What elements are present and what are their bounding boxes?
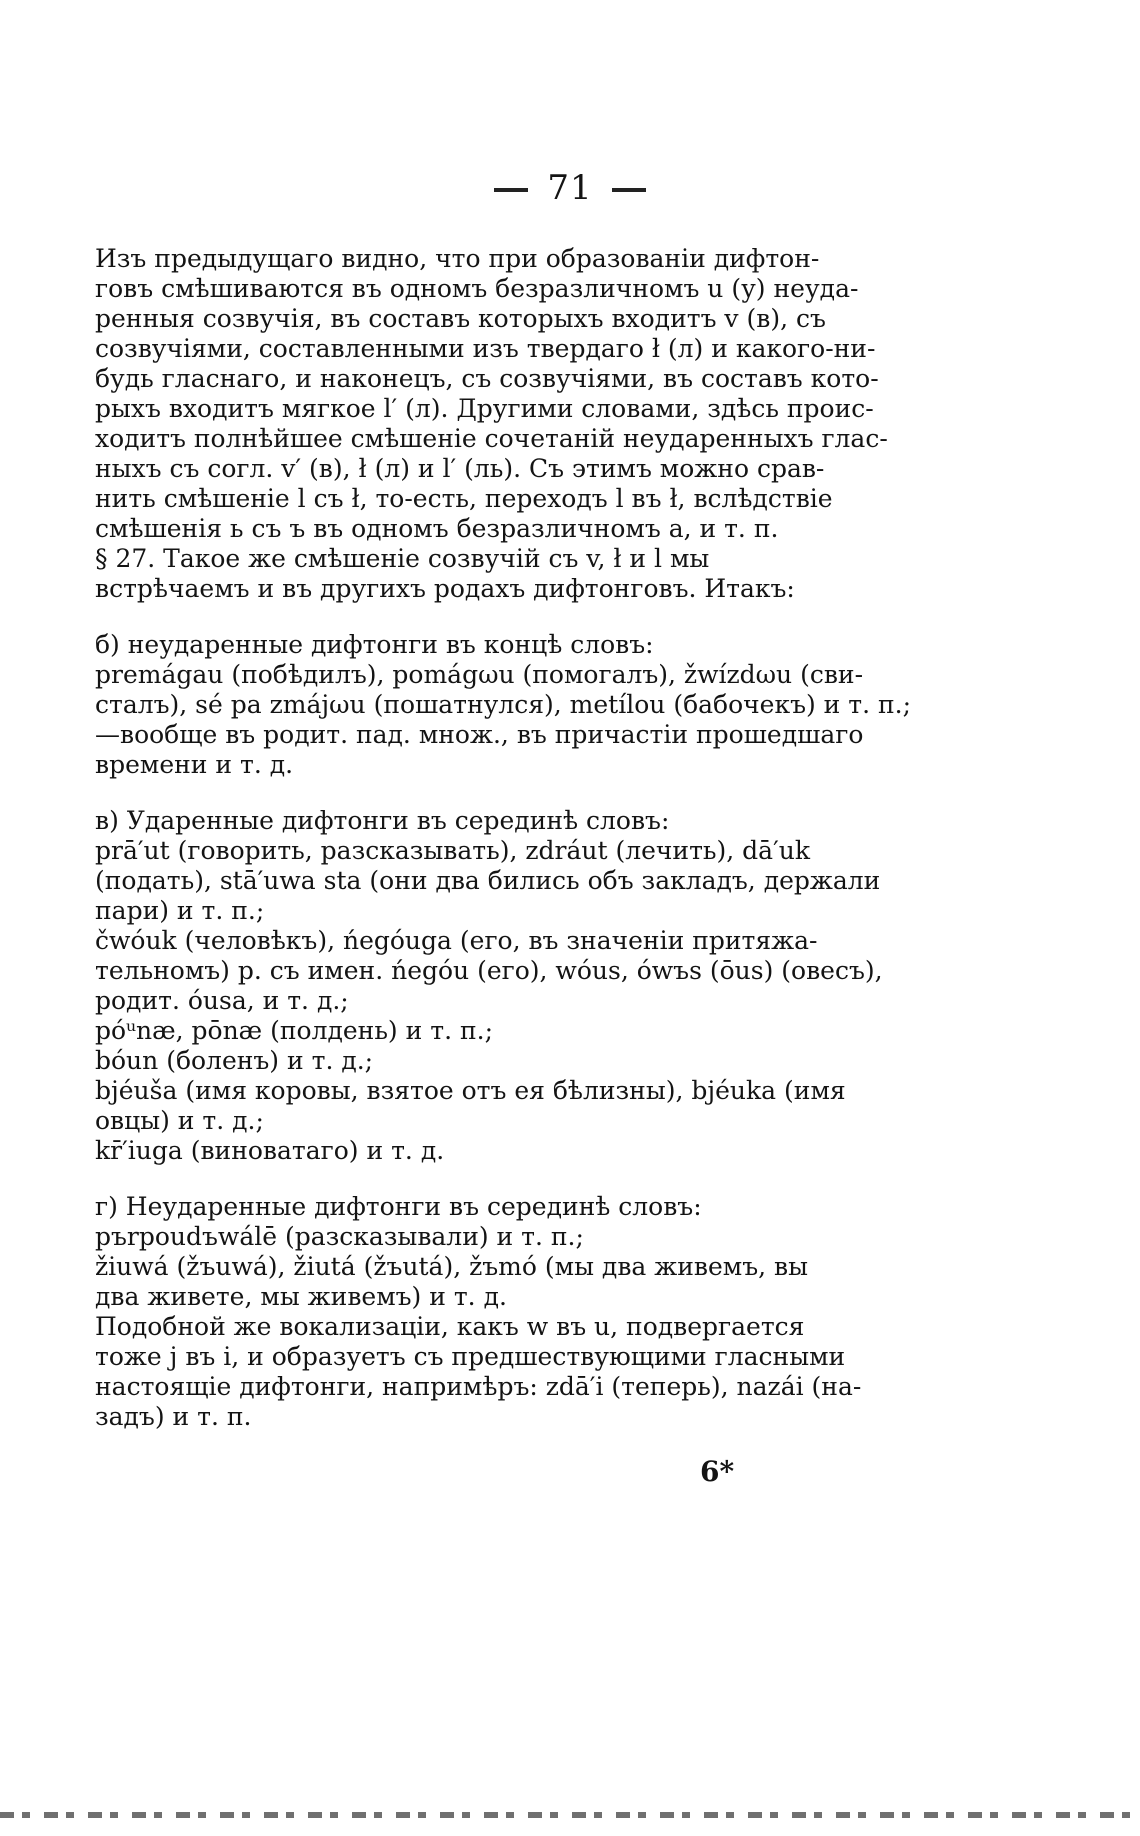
text-line: говъ смѣшиваются въ одномъ безразличномъ u (у) неуда- — [95, 274, 859, 303]
text-line: пари) и т. п.; — [95, 896, 265, 925]
text-line: čwóuk (человѣкъ), ńegóuga (его, въ значеніи притяжа- — [95, 926, 818, 955]
right-rule — [612, 188, 646, 192]
text-line: тельномъ) р. съ имен. ńegóu (его), wóus, ówъs (ōus) (овесъ), — [95, 956, 883, 985]
text-line: póᵘnæ, pōnæ (полдень) и т. п.; — [95, 1016, 493, 1045]
text-line: встрѣчаемъ и въ другихъ родахъ дифтонговъ. Итакъ: — [95, 574, 795, 603]
text-line: родит. óusa, и т. д.; — [95, 986, 349, 1015]
text-line: ренныя созвучія, въ составъ которыхъ входитъ v (в), съ — [95, 304, 826, 333]
text-line: bjéuša (имя коровы, взятое отъ ея бѣлизны), bjéuka (имя — [95, 1076, 846, 1105]
page-body — [95, 244, 912, 1432]
text-line: Изъ предыдущаго видно, что при образованіи дифтон- — [95, 244, 820, 273]
text-line: задъ) и т. п. — [95, 1402, 252, 1431]
section-heading: б) неударенные дифтонги въ концѣ словъ: — [95, 630, 654, 659]
page-number-text: 71 — [547, 168, 593, 208]
text-line: рыхъ входитъ мягкое l′ (л). Другими словами, здѣсь проис- — [95, 394, 874, 423]
section-heading: в) Ударенные дифтонги въ серединѣ словъ: — [95, 806, 670, 835]
text-line: premágau (побѣдилъ), pomágωu (помогалъ), žwízdωu (сви- — [95, 660, 864, 689]
text-line: —вообще въ родит. пад. множ., въ причастіи прошедшаго — [95, 720, 864, 749]
text-line: овцы) и т. д.; — [95, 1106, 264, 1135]
section-heading: г) Неударенные дифтонги въ серединѣ словъ: — [95, 1192, 702, 1221]
text-line: bóun (боленъ) и т. д.; — [95, 1046, 374, 1075]
signature-mark: 6* — [700, 1455, 735, 1488]
text-line: ходитъ полнѣйшее смѣшеніе сочетаній неударенныхъ глас- — [95, 424, 888, 453]
page-number — [0, 168, 1140, 208]
scan-bottom-strip — [0, 1812, 1140, 1818]
text-line: ныхъ съ согл. v′ (в), ł (л) и l′ (ль). Съ этимъ можно срав- — [95, 454, 825, 483]
text-line: будь гласнаго, и наконецъ, съ созвучіями, въ составъ кото- — [95, 364, 879, 393]
text-line: сталъ), sé pa zmájωu (пошатнулся), metílou (бабочекъ) и т. п.; — [95, 690, 912, 719]
text-line: prā′ut (говорить, разсказывать), zdráut (лечить), dā′uk — [95, 836, 811, 865]
text-line: времени и т. д. — [95, 750, 294, 779]
left-rule — [494, 188, 528, 192]
text-line: тоже j въ i, и образуетъ съ предшествующими гласными — [95, 1342, 846, 1371]
text-line: созвучіями, составленными изъ твердаго ł (л) и какого-ни- — [95, 334, 876, 363]
text-line: смѣшенія ь съ ъ въ одномъ безразличномъ a, и т. п. — [95, 514, 779, 543]
text-line: (подать), stā′uwa sta (они два бились объ закладъ, держали — [95, 866, 881, 895]
text-line: два живете, мы живемъ) и т. д. — [95, 1282, 507, 1311]
text-line: žiuwá (žъuwá), žiutá (žъutá), žъmó (мы два живемъ, вы — [95, 1252, 808, 1281]
text-line: pъrpoudъwálē (разсказывали) и т. п.; — [95, 1222, 584, 1251]
text-line: Подобной же вокализаціи, какъ w въ u, подвергается — [95, 1312, 805, 1341]
text-line: настоящіе дифтонги, напримѣръ: zdā′i (теперь), nazái (на- — [95, 1372, 862, 1401]
text-line: § 27. Такое же смѣшеніе созвучій съ v, ł и l мы — [95, 544, 710, 573]
text-line: kr̄′iuga (виноватаго) и т. д. — [95, 1136, 445, 1165]
text-line: нить смѣшеніе l съ ł, то-есть, переходъ l въ ł, вслѣдствіе — [95, 484, 833, 513]
